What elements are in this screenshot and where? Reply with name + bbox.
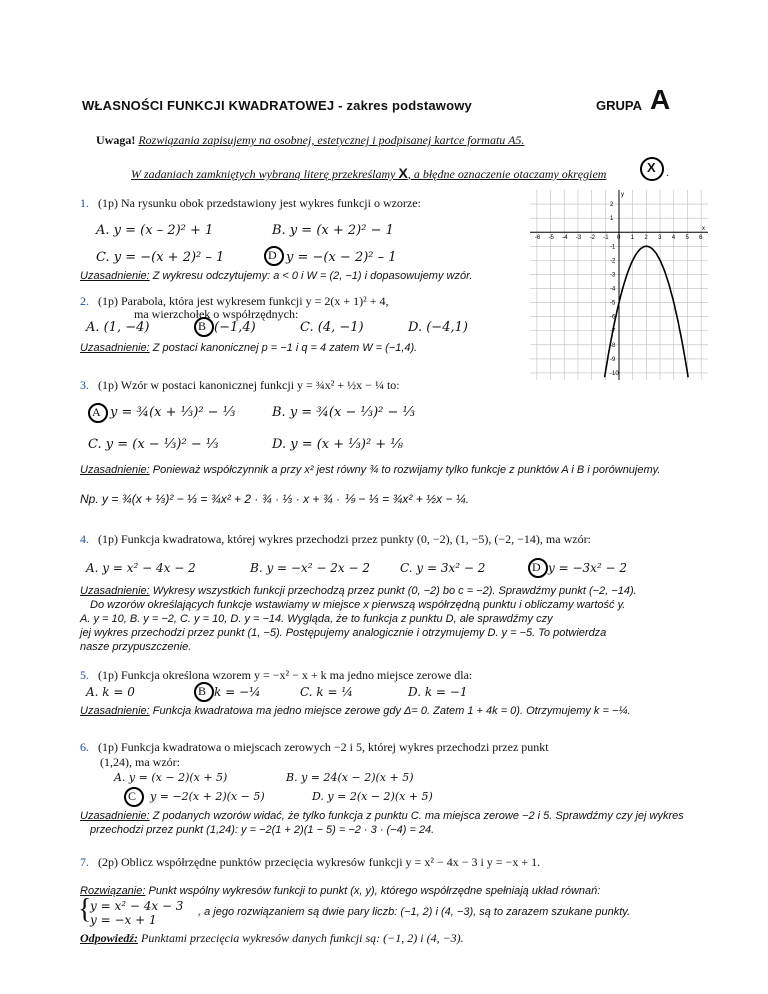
y-tick-label: -6	[610, 314, 616, 321]
y-tick-label: 2	[610, 202, 614, 209]
q3-justification	[80, 464, 660, 476]
q2-text2: ma wierzchołek o współrzędnych:	[134, 307, 299, 321]
y-tick-label: -5	[610, 300, 616, 307]
q6-number: 6.	[80, 740, 89, 754]
x-tick-label: -2	[589, 235, 595, 242]
q6-just-label: Uzasadnienie:	[80, 810, 150, 822]
x-tick-label: -3	[575, 235, 582, 242]
q3-option-d: D. y = (x + ⅓)² + ⅛	[272, 437, 403, 452]
q3-example: Np. y = ¾(x + ⅓)² − ⅓ = ¾x² + 2 · ¾ · ⅓ · x + ¾ · ⅑ − ⅓ = ¾x² + ½x − ¼.	[80, 492, 470, 506]
x-tick-label: 3	[658, 235, 662, 242]
q6-justification-2: przechodzi przez punkt (1,24): y = −2(1 + 2)(1 − 5) = −2 · 3 · (−4) = 24.	[90, 824, 435, 836]
q6-just-text1: Z podanych wzorów widać, że tylko funkcja z punktu C. ma miejsca zerowe −2 i 5. Sprawdźmy czy jej wykres	[149, 810, 684, 822]
q4-just-text1: Wykresy wszystkich funkcji przechodzą przez punkt (0, −2) bo c = −2). Sprawdźmy punkt (−2, −14).	[149, 585, 637, 597]
q7-ans-label: Odpowiedź:	[80, 931, 138, 945]
q2-option-c: C. (4, −1)	[300, 320, 364, 335]
q6-option-c-letter: C	[128, 789, 137, 803]
q6-option-d: D. y = 2(x − 2)(x + 5)	[312, 790, 433, 803]
q2-number: 2.	[80, 294, 89, 308]
q6-justification-1	[80, 810, 684, 822]
q5-number: 5.	[80, 668, 89, 682]
x-tick-label: -6	[534, 235, 541, 242]
q1-option-c: C. y = −(x + 2)² – 1	[96, 250, 225, 265]
intro-note	[96, 133, 524, 148]
q6-text: (1p) Funkcja kwadratowa o miejscach zerowych −2 i 5, której wykres przechodzi przez punkt	[98, 740, 549, 754]
q2-justification	[80, 342, 417, 354]
q1-justification	[80, 270, 472, 282]
x-tick-label: -1	[603, 235, 609, 242]
circled-x-icon	[640, 157, 664, 181]
rule-part2: , a błędne oznaczenie otaczamy okręgiem	[407, 167, 607, 181]
q7-system-eq2: y = −x + 1	[90, 913, 157, 927]
system-brace: {	[78, 894, 92, 925]
q1-text: (1p) Na rysunku obok przedstawiony jest wykres funkcji o wzorze:	[98, 196, 421, 210]
x-tick-label: -5	[548, 235, 554, 242]
group-letter: A	[650, 84, 671, 115]
q2-option-b-letter: B	[198, 319, 207, 333]
q4-justification-3: A. y = 10, B. y = −2, C. y = 10, D. y = −14. Wygląda, że to funkcja z punktu D, ale sprawdźmy czy	[80, 613, 553, 625]
x-tick-label: 0	[617, 235, 621, 242]
q5-justification	[80, 705, 631, 717]
q5-just-text: Funkcja kwadratowa ma jedno miejsce zerowe gdy Δ= 0. Zatem 1 + 4k = 0). Otrzymujemy k = −¼.	[149, 705, 631, 717]
x-tick-label: 2	[644, 235, 648, 242]
y-tick-label: 1	[610, 216, 614, 223]
note-bold: Uwaga!	[96, 133, 136, 147]
q1-option-d-letter: D	[268, 248, 277, 262]
q5-option-b-letter: B	[198, 684, 207, 698]
x-tick-label: 1	[630, 235, 635, 242]
q7-sol-label: Rozwiązanie:	[80, 885, 146, 897]
q3-just-text: Ponieważ współczynnik a przy x² jest równy ¾ to rozwijamy tylko funkcje z punktów A i B i porównujemy.	[149, 464, 661, 476]
q6-option-c: y = −2(x + 2)(x − 5)	[150, 790, 265, 803]
q1-option-b: B. y = (x + 2)² − 1	[272, 223, 394, 238]
document-title: WŁASNOŚCI FUNKCJI KWADRATOWEJ - zakres podstawowy	[82, 98, 472, 113]
q3-option-b: B. y = ¾(x − ⅓)² − ⅓	[272, 405, 416, 420]
q4-option-a: A. y = x² − 4x − 2	[86, 561, 196, 575]
q5-option-a: A. k = 0	[86, 685, 135, 699]
q2-option-a: A. (1, −4)	[86, 320, 150, 335]
q1-just-label: Uzasadnienie:	[80, 270, 150, 282]
q6-text2: (1,24), ma wzór:	[100, 755, 180, 769]
q6-option-a: A. y = (x − 2)(x + 5)	[114, 771, 228, 784]
y-axis-label: y	[621, 192, 624, 198]
note-text: Rozwiązania zapisujemy na osobnej, estetycznej i podpisanej kartce formatu A5.	[138, 133, 525, 147]
q1-option-a: A. y = (x – 2)² + 1	[96, 223, 214, 238]
q1-option-d: y = −(x − 2)² – 1	[286, 250, 397, 265]
q4-justification-4: jej wykres przechodzi przez punkt (1, −5). Postępujemy analogicznie i otrzymujemy D. y = −5. To potwierdza	[80, 627, 607, 639]
q4-justification-1	[80, 585, 637, 597]
q5-option-c: C. k = ¼	[300, 685, 353, 699]
q5-text: (1p) Funkcja określona wzorem y = −x² − x + k ma jedno miejsce zerowe dla:	[98, 668, 473, 682]
q5-option-d: D. k = −1	[408, 685, 468, 699]
q5-option-b: k = −¼	[214, 685, 261, 699]
q3-option-a-letter: A	[92, 405, 101, 419]
x-axis-label: x	[702, 226, 705, 233]
q7-ans-text: Punktami przecięcia wykresów danych funkcji są: (−1, 2) i (4, −3).	[138, 931, 464, 945]
y-tick-label: -8	[610, 342, 616, 349]
y-tick-label: -2	[610, 258, 616, 265]
q2-text: (1p) Parabola, która jest wykresem funkcji y = 2(x + 1)² + 4,	[98, 294, 389, 308]
y-tick-label: -9	[610, 356, 616, 363]
q7-solution-1	[80, 885, 600, 897]
group-label: GRUPA	[596, 98, 642, 113]
y-tick-label: -1	[610, 244, 616, 251]
q3-option-c: C. y = (x − ⅓)² − ⅓	[88, 437, 219, 452]
q4-text: (1p) Funkcja kwadratowa, której wykres przechodzi przez punkty (0, −2), (1, −5), (−2, −14), ma wzór:	[98, 532, 591, 546]
q3-number: 3.	[80, 378, 89, 392]
circled-x-mark: X	[647, 160, 656, 175]
q3-text: (1p) Wzór w postaci kanonicznej funkcji y = ¾x² + ½x − ¼ to:	[98, 378, 400, 392]
q4-option-d: y = −3x² − 2	[548, 561, 628, 575]
q2-option-d: D. (−4,1)	[408, 320, 468, 335]
q7-answer	[80, 931, 464, 946]
q2-just-text: Z postaci kanonicznej p = −1 i q = 4 zatem W = (−1,4).	[149, 342, 418, 354]
q4-justification-5: nasze przypuszczenie.	[80, 641, 192, 653]
y-tick-label: -3	[610, 272, 616, 279]
rule-part1: W zadaniach zamkniętych wybraną literę przekreślamy	[131, 167, 396, 181]
q2-option-b: (−1,4)	[214, 320, 256, 335]
y-tick-label: -10	[610, 370, 619, 377]
y-tick-label: -4	[610, 286, 616, 293]
q7-text: (2p) Oblicz współrzędne punktów przecięcia wykresów funkcji y = x² − 4x − 3 i y = −x + 1.	[98, 855, 541, 869]
closed-task-rule	[131, 165, 606, 182]
x-tick-label: -4	[562, 235, 568, 242]
q4-justification-2: Do wzorów określających funkcje wstawiamy w miejsce x pierwszą współrzędną punktu i obliczamy wartość y.	[90, 599, 626, 611]
q4-just-label: Uzasadnienie:	[80, 585, 150, 597]
rule-end: .	[666, 165, 669, 179]
x-tick-label: 5	[685, 235, 689, 242]
q7-system-eq1: y = x² − 4x − 3	[90, 899, 184, 913]
q4-option-b: B. y = −x² − 2x − 2	[250, 561, 370, 575]
q2-just-label: Uzasadnienie:	[80, 342, 150, 354]
cross-mark-icon: X	[398, 165, 408, 181]
x-tick-label: 4	[671, 235, 676, 242]
q4-number: 4.	[80, 532, 89, 546]
q6-option-b: B. y = 24(x − 2)(x + 5)	[286, 771, 414, 784]
q7-number: 7.	[80, 855, 89, 869]
q7-sol-text1: Punkt wspólny wykresów funkcji to punkt (x, y), którego współrzędne spełniają układ równań:	[145, 885, 601, 897]
q3-option-a: y = ¾(x + ⅓)² − ⅓	[110, 405, 236, 420]
x-tick-label: 6	[699, 235, 703, 242]
q4-option-d-letter: D	[532, 560, 541, 574]
q1-just-text: Z wykresu odczytujemy: a < 0 i W = (2, −1) i dopasowujemy wzór.	[149, 270, 473, 282]
parabola-graph	[530, 190, 708, 380]
q1-number: 1.	[80, 196, 89, 210]
q7-solution-2: , a jego rozwiązaniem są dwie pary liczb: (−1, 2) i (4, −3), są to zarazem szukane punkty.	[198, 906, 631, 918]
q5-just-label: Uzasadnienie:	[80, 705, 150, 717]
y-tick-label: -7	[610, 328, 616, 335]
q4-option-c: C. y = 3x² − 2	[400, 561, 486, 575]
q3-just-label: Uzasadnienie:	[80, 464, 150, 476]
